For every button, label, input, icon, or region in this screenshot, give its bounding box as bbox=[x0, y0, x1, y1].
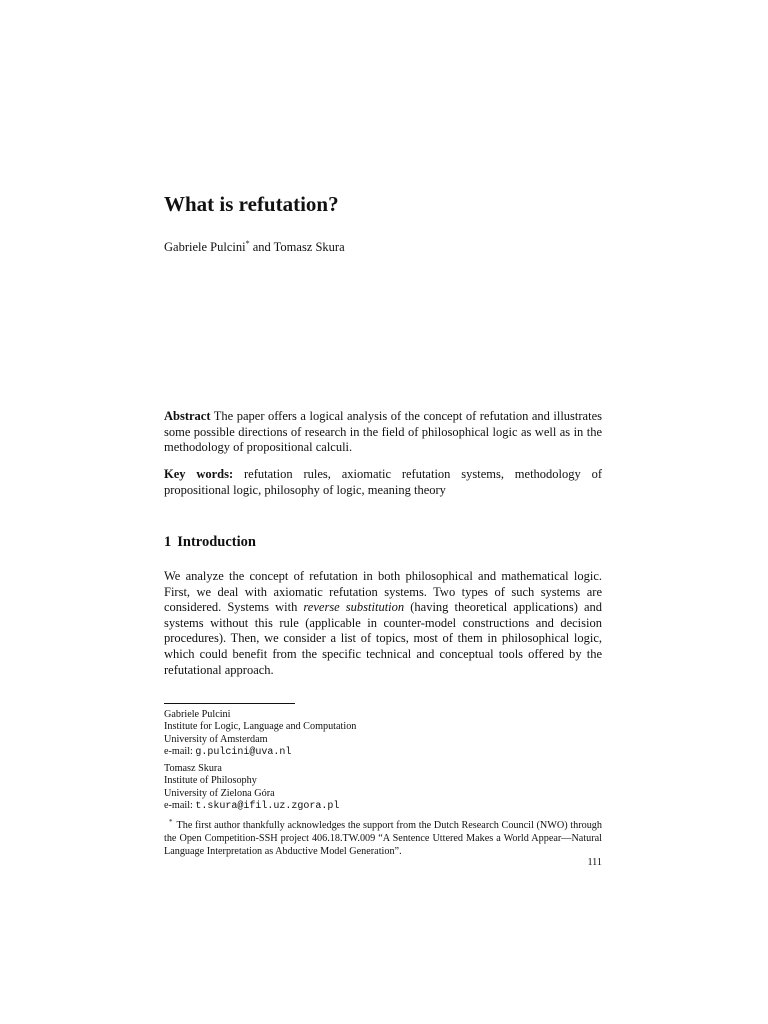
abstract bbox=[164, 409, 602, 456]
affiliation-institute: Institute for Logic, Language and Computation bbox=[164, 721, 357, 733]
author-joiner: and bbox=[249, 240, 274, 254]
affiliation-name: Gabriele Pulcini bbox=[164, 709, 231, 720]
affiliation-university: University of Zielona Góra bbox=[164, 787, 275, 799]
section-number: 1 bbox=[164, 534, 172, 550]
author-line bbox=[164, 239, 602, 255]
footnote-marker: * bbox=[169, 817, 173, 826]
page-number: 111 bbox=[587, 857, 602, 868]
affiliation-email-line bbox=[164, 746, 602, 759]
email-label: e-mail: bbox=[164, 799, 196, 811]
affiliation-university: University of Amsterdam bbox=[164, 733, 268, 745]
keywords-label: Key words: bbox=[164, 467, 234, 481]
abstract-label: Abstract bbox=[164, 409, 211, 423]
footnote-text: The first author thankfully acknowledges the support from the Dutch Research Council (NWO) through the Open Competition-SSH project 406.18.TW.009 “A Sentence Uttered Makes a World Appear—Natural Language Interpretation as Abductive Model Generation”. bbox=[164, 820, 602, 857]
footnote-rule bbox=[164, 703, 295, 704]
email-address[interactable]: t.skura@ifil.uz.zgora.pl bbox=[195, 800, 340, 812]
abstract-text: The paper offers a logical analysis of the concept of refutation and illustrates some possible directions of research in the field of philosophical logic as well as in the methodology of propositional calculi. bbox=[164, 409, 602, 455]
author-name: Tomasz Skura bbox=[273, 240, 345, 254]
intro-text: (having theoretical applications) and systems without this rule (applicable in counter-model constructions and decision procedures). Then, we consider a list of topics, most of them in philosophical logic, which could benefit from the specific technical and conceptual tools offered by the refutational approach. bbox=[164, 600, 603, 677]
section-heading bbox=[164, 533, 602, 551]
intro-paragraph bbox=[164, 569, 602, 678]
affiliation-institute: Institute of Philosophy bbox=[164, 775, 257, 787]
affiliation-block bbox=[164, 763, 602, 813]
author-name: Gabriele Pulcini bbox=[164, 240, 246, 254]
affiliation-email-line bbox=[164, 800, 602, 813]
intro-emphasis: reverse substitution bbox=[303, 600, 405, 615]
email-label: e-mail: bbox=[164, 745, 196, 757]
footnote bbox=[164, 817, 602, 858]
affiliation-block bbox=[164, 709, 602, 759]
keywords-text: refutation rules, axiomatic refutation systems, methodology of propositional logic, philosophy of logic, meaning theory bbox=[164, 467, 603, 497]
affiliation-name: Tomasz Skura bbox=[164, 763, 222, 774]
intro-text: We analyze the concept of refutation in both philosophical and mathematical logic. First, we deal with axiomatic refutation systems. Two types of such systems are considered. Systems with bbox=[164, 569, 602, 615]
email-address[interactable]: g.pulcini@uva.nl bbox=[195, 746, 292, 758]
keywords bbox=[164, 467, 602, 498]
section-title: Introduction bbox=[177, 534, 256, 550]
paper-title: What is refutation? bbox=[164, 192, 339, 216]
footnote-marker: * bbox=[245, 238, 250, 248]
